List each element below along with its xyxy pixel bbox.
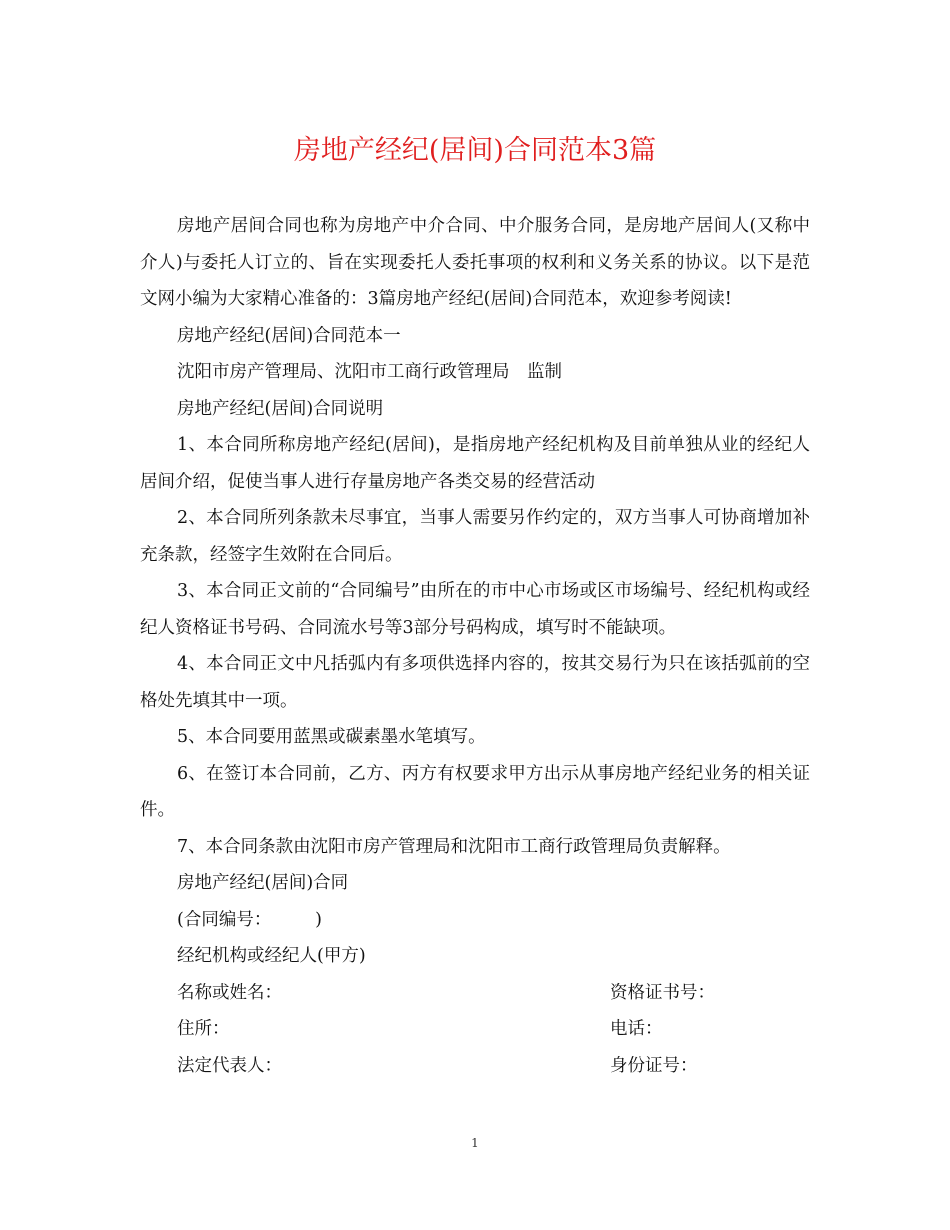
name-field-label: 名称或姓名：: [177, 982, 282, 1003]
party-a-heading: 经纪机构或经纪人(甲方): [177, 946, 366, 966]
supervisor-line: 沈阳市房产管理局、沈阳市工商行政管理局 监制: [177, 362, 562, 382]
form-field-row: [140, 975, 810, 1012]
form-field-row: [140, 1011, 810, 1048]
certificate-number-label: 资格证书号：: [610, 982, 715, 1003]
phone-field-label: 电话：: [610, 1019, 663, 1039]
id-number-field-label: 身份证号：: [610, 1055, 698, 1076]
note-item: 1、本合同所称房地产经纪(居间)，是指房地产经纪机构及目前单独从业的经纪人居间介绍，促使当事人进行存量房地产各类交易的经营活动: [140, 435, 810, 492]
contract-number-line: (合同编号： ): [177, 909, 322, 930]
note-item: 2、本合同所列条款未尽事宜，当事人需要另作约定的，双方当事人可协商增加补充条款，经签字生效附在合同后。: [140, 508, 810, 565]
note-item: 5、本合同要用蓝黑或碳素墨水笔填写。: [177, 727, 486, 747]
contract-heading: 房地产经纪(居间)合同: [177, 873, 349, 893]
form-field-row: [140, 1048, 810, 1085]
note-item: 4、本合同正文中凡括弧内有多项供选择内容的，按其交易行为只在该括弧前的空格处先填其中一项。: [140, 654, 810, 711]
legal-rep-field-label: 法定代表人：: [177, 1055, 282, 1076]
address-field-label: 住所：: [177, 1019, 230, 1039]
contract-notes-heading: 房地产经纪(居间)合同说明: [177, 398, 384, 419]
document-title: 房地产经纪(居间)合同范本3篇: [293, 135, 657, 166]
note-item: 7、本合同条款由沈阳市房产管理局和沈阳市工商行政管理局负责解释。: [177, 836, 731, 857]
section-heading: 房地产经纪(居间)合同范本一: [177, 325, 401, 346]
note-item: 6、在签订本合同前，乙方、丙方有权要求甲方出示从事房地产经纪业务的相关证件。: [140, 763, 810, 820]
document-body: [140, 208, 810, 1084]
page-number: 1: [471, 1136, 479, 1150]
intro-paragraph: 房地产居间合同也称为房地产中介合同、中介服务合同，是房地产居间人(又称中介人)与委托人订立的、旨在实现委托人委托事项的权利和义务关系的协议。以下是范文网小编为大家精心准备的：3篇房地产经纪(居间)合同范本，欢迎参考阅读!: [140, 216, 810, 309]
note-item: 3、本合同正文前的“合同编号”由所在的市中心市场或区市场编号、经纪机构或经纪人资格证书号码、合同流水号等3部分号码构成，填写时不能缺项。: [140, 581, 810, 638]
